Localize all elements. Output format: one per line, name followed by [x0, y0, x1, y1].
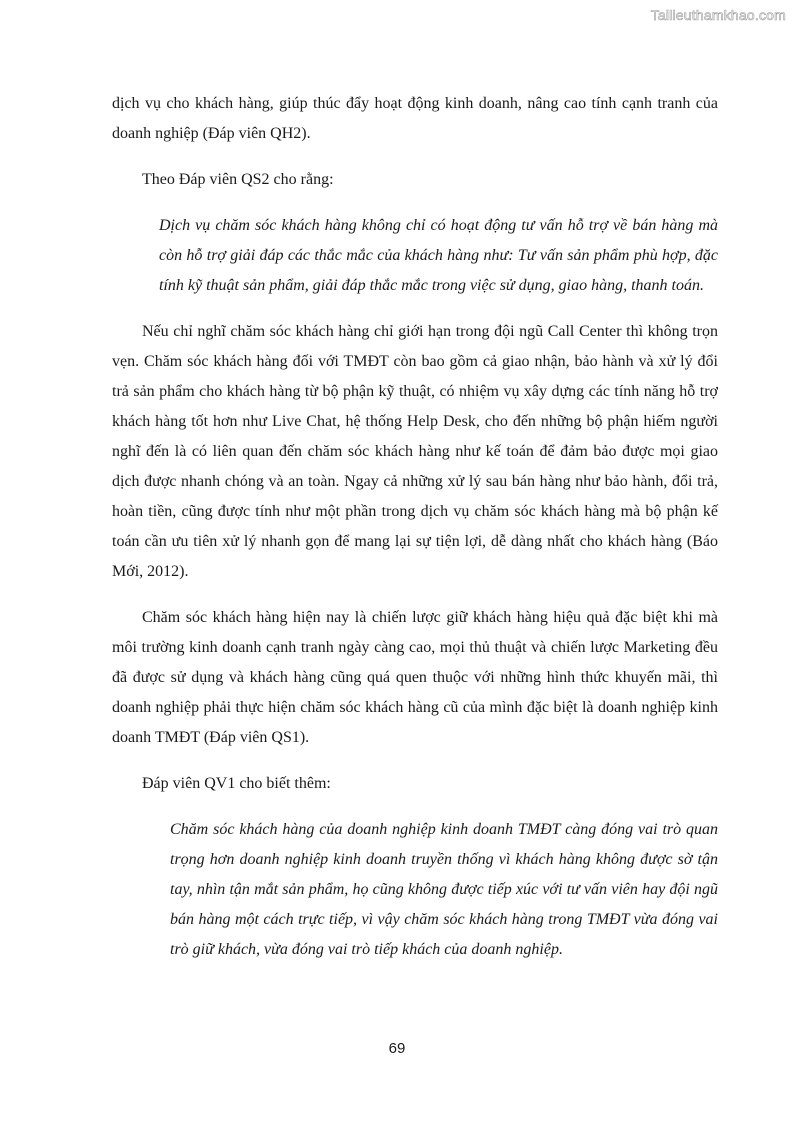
- page-number: 69: [388, 1040, 406, 1057]
- paragraph-continuation: dịch vụ cho khách hàng, giúp thúc đẩy hoạt động kinh doanh, nâng cao tính cạnh tranh của doanh nghiệp (Đáp viên QH2).: [112, 95, 718, 142]
- paragraph-quote-intro-qv1: Đáp viên QV1 cho biết thêm:: [142, 775, 331, 792]
- paragraph-quote-intro-qs2: Theo Đáp viên QS2 cho rằng:: [142, 171, 334, 188]
- paragraph-customer-retention: Chăm sóc khách hàng hiện nay là chiến lược giữ khách hàng hiệu quả đặc biệt khi mà môi trường kinh doanh cạnh tranh ngày càng cao, mọi thủ thuật và chiến lược Marketing đều đã được sử dụng và khách hàng cũng quá quen thuộc với những hình thức khuyến mãi, thì doanh nghiệp phải thực hiện chăm sóc khách hàng cũ của mình đặc biệt là doanh nghiệp kinh doanh TMĐT (Đáp viên QS1).: [112, 609, 718, 746]
- document-body: [112, 89, 718, 965]
- quote-block-qv1: Chăm sóc khách hàng của doanh nghiệp kinh doanh TMĐT càng đóng vai trò quan trọng hơn doanh nghiệp kinh doanh truyền thống vì khách hàng không được sờ tận tay, nhìn tận mắt sản phẩm, họ cũng không được tiếp xúc với tư vấn viên hay đội ngũ bán hàng một cách trực tiếp, vì vậy chăm sóc khách hàng trong TMĐT vừa đóng vai trò giữ khách, vừa đóng vai trò tiếp khách của doanh nghiệp.: [170, 821, 718, 958]
- paragraph-call-center: Nếu chỉ nghĩ chăm sóc khách hàng chỉ giới hạn trong đội ngũ Call Center thì không trọn vẹn. Chăm sóc khách hàng đối với TMĐT còn bao gồm cả giao nhận, bảo hành và xử lý đổi trả sản phẩm cho khách hàng từ bộ phận kỹ thuật, có nhiệm vụ xây dựng các tính năng hỗ trợ khách hàng tốt hơn như Live Chat, hệ thống Help Desk, cho đến những bộ phận hiếm người nghĩ đến là có liên quan đến chăm sóc khách hàng như kế toán để đảm bảo được mọi giao dịch được nhanh chóng và an toàn. Ngay cả những xử lý sau bán hàng như bảo hành, đổi trả, hoàn tiền, cũng được tính như một phần trong dịch vụ chăm sóc khách hàng mà bộ phận kế toán cần ưu tiên xử lý nhanh gọn để mang lại sự tiện lợi, dễ dàng nhất cho khách hàng (Báo Mới, 2012).: [112, 323, 718, 580]
- watermark-text: Tailieuthamkhao.com: [650, 7, 786, 23]
- quote-block-qs2: Dịch vụ chăm sóc khách hàng không chỉ có hoạt động tư vấn hỗ trợ về bán hàng mà còn hỗ trợ giải đáp các thắc mắc của khách hàng như: Tư vấn sản phẩm phù hợp, đặc tính kỹ thuật sản phẩm, giải đáp thắc mắc trong việc sử dụng, giao hàng, thanh toán.: [159, 217, 718, 294]
